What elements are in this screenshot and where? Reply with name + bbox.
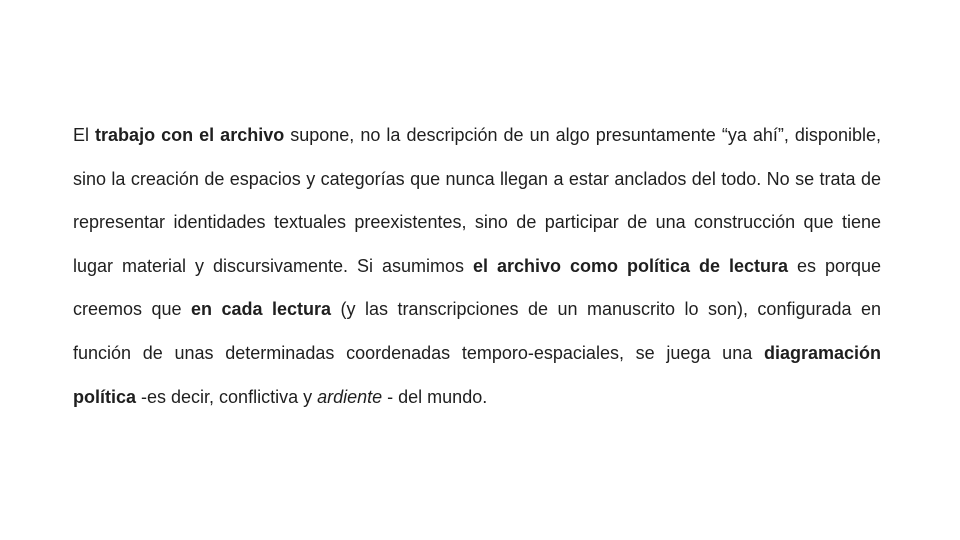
bold-phrase-diagramacion: diagramación política [73,342,881,407]
text-segment: -es decir, conflictiva y [136,386,318,407]
text-segment: es porque creemos que [73,255,881,320]
text-segment: El [73,125,96,145]
bold-phrase-en-cada-lectura: en cada lectura [191,299,332,320]
text-segment: - del mundo. [382,386,488,407]
bold-phrase-archivo-politica: el archivo como política de lectura [473,255,788,276]
text-segment: supone, no la descripción de un algo presuntamente “ya ahí”, disponible, sino la creación de espacios y categorías que nunca llegan a estar anclados del todo. No se trata de representar identidades textuales preexistentes, sino de participar de una construcción que tiene lugar material y discursivamente. Si asumimos [73,125,881,276]
italic-phrase-ardiente: ardiente [317,386,383,407]
text-segment: (y las transcripciones de un manuscrito lo son), configurada en función de unas determinadas coordenadas temporo-espaciales, se juega una [73,299,881,363]
body-paragraph [73,114,881,419]
bold-phrase-trabajo: trabajo con el archivo [95,125,285,145]
